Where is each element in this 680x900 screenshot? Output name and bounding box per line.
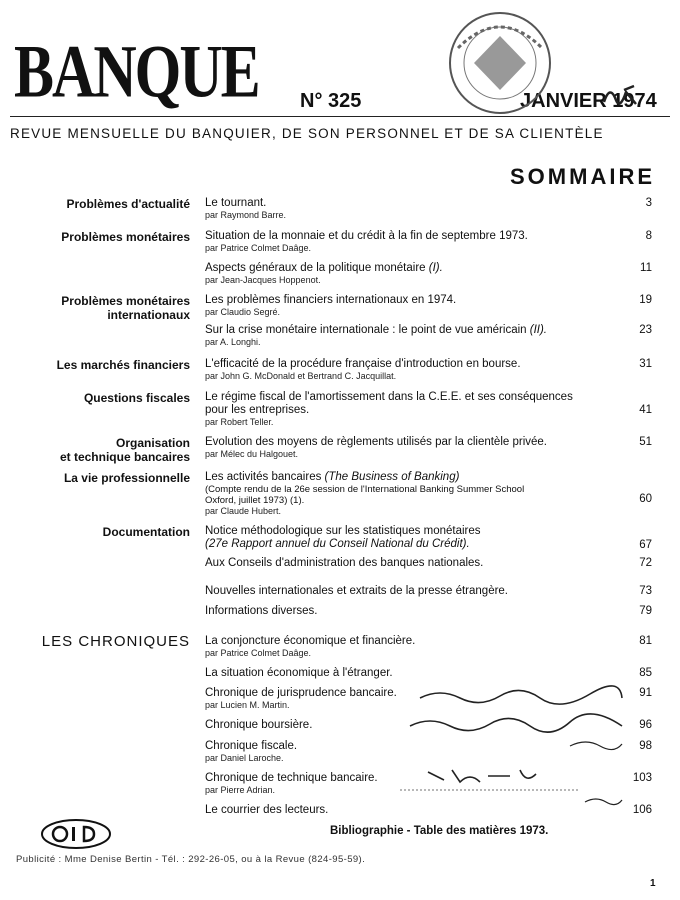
entry-author: par Daniel Laroche. — [205, 753, 284, 763]
entry-author: par Jean-Jacques Hoppenot. — [205, 275, 321, 285]
entry-page: 106 — [632, 804, 652, 816]
entry-page: 8 — [645, 230, 652, 242]
entry-title: Aspects généraux de la politique monétaire — [205, 262, 426, 274]
entry-page: 81 — [639, 635, 652, 647]
entry-title: L'efficacité de la procédure française d'introduction en bourse. — [205, 358, 521, 370]
entry-title: La conjoncture économique et financière. — [205, 635, 416, 647]
contents-entry — [205, 324, 610, 348]
entry-title: Le régime fiscal de l'amortissement dans la C.E.E. et ses conséquences — [205, 391, 573, 403]
entry-author: par Robert Teller. — [205, 417, 274, 427]
contents-entry — [205, 585, 610, 598]
entry-page: 23 — [639, 324, 652, 336]
contents-entry — [205, 230, 610, 254]
entry-title: Chronique de jurisprudence bancaire. — [205, 687, 397, 699]
entry-title: Aux Conseils d'administration des banques nationales. — [205, 557, 484, 569]
contents-entry — [205, 605, 610, 618]
category-vie-professionnelle: La vie professionnelle — [63, 471, 190, 485]
entry-title: Les problèmes financiers internationaux en 1974. — [205, 294, 457, 306]
header-rule — [10, 116, 670, 117]
contents-entry — [205, 391, 610, 428]
entry-title-suffix: (II). — [529, 324, 547, 336]
entry-page: 31 — [639, 358, 652, 370]
category-chroniques: LES CHRONIQUES — [41, 633, 190, 650]
entry-title: Le tournant. — [205, 197, 267, 209]
entry-title: La situation économique à l'étranger. — [205, 667, 393, 679]
library-stamp — [440, 8, 560, 118]
entry-page: 11 — [640, 262, 652, 274]
category-monetaires-internationaux-1: Problèmes monétaires — [61, 294, 190, 308]
entry-page: 41 — [639, 404, 652, 416]
contents-title: SOMMAIRE — [510, 164, 655, 189]
entry-title: Nouvelles internationales et extraits de la presse étrangère. — [205, 585, 509, 597]
entry-title: Chronique boursière. — [205, 719, 313, 731]
entry-note: Oxford, juillet 1973) (1). — [205, 495, 305, 506]
entry-title-line2: (27e Rapport annuel du Conseil National du Crédit). — [205, 538, 470, 550]
entry-page: 73 — [639, 585, 652, 597]
contents-entry — [205, 358, 610, 382]
contents-entry — [205, 667, 610, 680]
entry-title: Le courrier des lecteurs. — [205, 804, 329, 816]
entry-author: par Mélec du Halgouet. — [205, 449, 299, 459]
contents-entry — [205, 262, 610, 286]
entry-title-suffix: (I). — [428, 262, 443, 274]
entry-title: Chronique de technique bancaire. — [205, 772, 378, 784]
entry-author: par Lucien M. Martin. — [205, 700, 290, 710]
entry-title: Les activités bancaires — [205, 471, 322, 483]
contents-entry — [205, 197, 610, 221]
issue-number: N° 325 — [300, 90, 362, 112]
entry-page: 91 — [639, 687, 652, 699]
entry-author: par Raymond Barre. — [205, 210, 287, 220]
entry-title-line2: pour les entreprises. — [205, 404, 310, 416]
entry-page: 98 — [639, 740, 652, 752]
entry-author: par Claude Hubert. — [205, 506, 282, 516]
category-monetaires-internationaux-2: internationaux — [107, 308, 190, 322]
contents-entry — [205, 525, 610, 551]
category-marches-financiers: Les marchés financiers — [56, 358, 190, 372]
contents-entry — [205, 557, 610, 570]
category-questions-fiscales: Questions fiscales — [83, 391, 190, 405]
issue-date: JANVIER 1974 — [520, 90, 657, 112]
page-number: 1 — [650, 878, 656, 889]
entry-title: Evolution des moyens de règlements utilisés par la clientèle privée. — [205, 436, 547, 448]
entry-author: par Patrice Colmet Daâge. — [205, 243, 312, 253]
entry-author: par Pierre Adrian. — [205, 785, 276, 795]
entry-title-suffix: (The Business of Banking) — [324, 471, 460, 483]
entry-title: Chronique fiscale. — [205, 740, 298, 752]
publicity-line: Publicité : Mme Denise Bertin - Tél. : 292-26-05, ou à la Revue (824-95-59). — [16, 854, 366, 865]
masthead-subtitle: REVUE MENSUELLE DU BANQUIER, DE SON PERSONNEL ET DE SA CLIENTÈLE — [10, 126, 604, 141]
entry-title: Notice méthodologique sur les statistiques monétaires — [205, 525, 481, 537]
entry-page: 103 — [632, 772, 652, 784]
category-monetaires: Problèmes monétaires — [61, 230, 190, 244]
entry-page: 72 — [639, 557, 652, 569]
contents-entry — [205, 294, 610, 318]
entry-title: Informations diverses. — [205, 605, 318, 617]
entry-page: 51 — [639, 436, 652, 448]
contents-entry — [205, 436, 610, 460]
entry-page: 85 — [639, 667, 652, 679]
entry-note: (Compte rendu de la 26e session de l'International Banking Summer School — [205, 484, 525, 495]
entry-author: par A. Longhi. — [205, 337, 261, 347]
contents-entry — [205, 635, 610, 659]
entry-page: 67 — [639, 539, 652, 551]
entry-page: 60 — [639, 493, 652, 505]
contents-entry — [205, 471, 610, 517]
entry-page: 3 — [645, 197, 652, 209]
category-documentation: Documentation — [102, 525, 190, 539]
handwritten-annotation — [400, 680, 630, 820]
category-organisation-2: et technique bancaires — [59, 450, 190, 464]
category-organisation-1: Organisation — [115, 436, 190, 450]
entry-author: par Claudio Segré. — [205, 307, 281, 317]
entry-page: 79 — [639, 605, 652, 617]
masthead-title: BANQUE — [14, 30, 259, 113]
entry-author: par Patrice Colmet Daâge. — [205, 648, 312, 658]
bibliography-line: Bibliographie - Table des matières 1973. — [330, 825, 549, 837]
category-actualite: Problèmes d'actualité — [66, 197, 190, 211]
entry-title: Situation de la monnaie et du crédit à la fin de septembre 1973. — [205, 230, 528, 242]
entry-author: par John G. McDonald et Bertrand C. Jacquillat. — [205, 371, 397, 381]
entry-page: 96 — [639, 719, 652, 731]
ojd-logo — [40, 818, 112, 850]
entry-page: 19 — [639, 294, 652, 306]
entry-title: Sur la crise monétaire internationale : le point de vue américain — [205, 324, 527, 336]
handwritten-paraph — [600, 82, 640, 112]
